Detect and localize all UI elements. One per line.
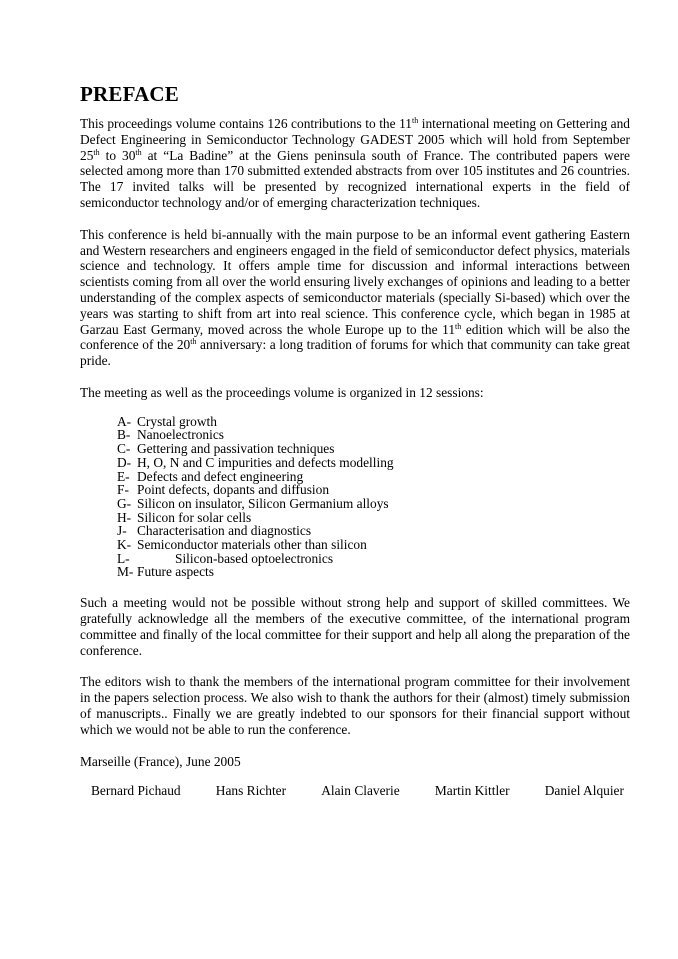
sessions-list [117,415,630,579]
list-item: B- Nanoelectronics [117,427,224,443]
place-date: Marseille (France), June 2005 [80,753,241,769]
list-item: L- Silicon-based optoelectronics [117,550,334,566]
list-item: H- Silicon for solar cells [117,509,252,525]
list-item: F- Point defects, dopants and diffusion [117,482,330,498]
sessions-intro-paragraph: The meeting as well as the proceedings volume is organized in 12 sessions: [80,384,484,400]
list-item: M- Future aspects [117,564,214,580]
editor-name: Hans Richter [215,783,287,799]
editor-name: Bernard Pichaud [91,783,181,799]
editors-list [80,783,630,799]
list-item: A- Crystal growth [117,413,217,429]
conference-paragraph: This conference is held bi-annually with the main purpose to be an informal event gathering Eastern and Western researchers and engineers engaged in the field of semiconductor defect physics, materials science and technology. It offers ample time for discussion and informal interactions between scientists coming from all over the world ensuring lively exchanges of opinions and leading to a better understanding of the complex aspects of semiconductor materials (specially Si-based) which over the years was starting to shift from art into real science. This conference cycle, which began in 1985 at Garzau East Germany, moved across the whole Europe up to the 11th edition which will be also the conference of the 20th anniversary: a long tradition of forums for which that community can take great pride. [80,226,630,369]
editor-name: Martin Kittler [434,783,510,799]
preface-page [80,82,630,799]
list-item: D- H, O, N and C impurities and defects modelling [117,454,394,470]
editor-name: Daniel Alquier [544,783,624,799]
list-item: J- Characterisation and diagnostics [117,523,312,539]
editor-name: Alain Claverie [321,783,400,799]
list-item: E- Defects and defect engineering [117,468,304,484]
intro-paragraph: This proceedings volume contains 126 contributions to the 11th international meeting on Gettering and Defect Engineering in Semiconductor Technology GADEST 2005 which will hold from September 25th to 30th at “La Badine” at the Giens peninsula south of France. The contributed papers were selected among more than 170 submitted extended abstracts from over 105 institutes and 26 countries. The 17 invited talks will be presented by recognized international experts in the field of semiconductor technology and/or of emerging characterization techniques. [80,116,631,210]
list-item: C- Gettering and passivation techniques [117,441,335,457]
list-item: G- Silicon on insulator, Silicon Germanium alloys [117,495,389,511]
list-item: K- Semiconductor materials other than silicon [117,537,367,553]
acknowledgement-paragraph: Such a meeting would not be possible without strong help and support of skilled committees. We gratefully acknowledge all the members of the executive committee, of the international program committee and finally of the local committee for their support and help all along the preparation of the conference. [80,595,630,658]
thanks-paragraph: The editors wish to thank the members of the international program committee for their involvement in the papers selection process. We also wish to thank the authors for their (almost) timely submission of manuscripts.. Finally we are greatly indebted to our sponsors for their financial support without which we would not be able to run the conference. [80,674,630,737]
page-title: PREFACE [80,82,180,106]
